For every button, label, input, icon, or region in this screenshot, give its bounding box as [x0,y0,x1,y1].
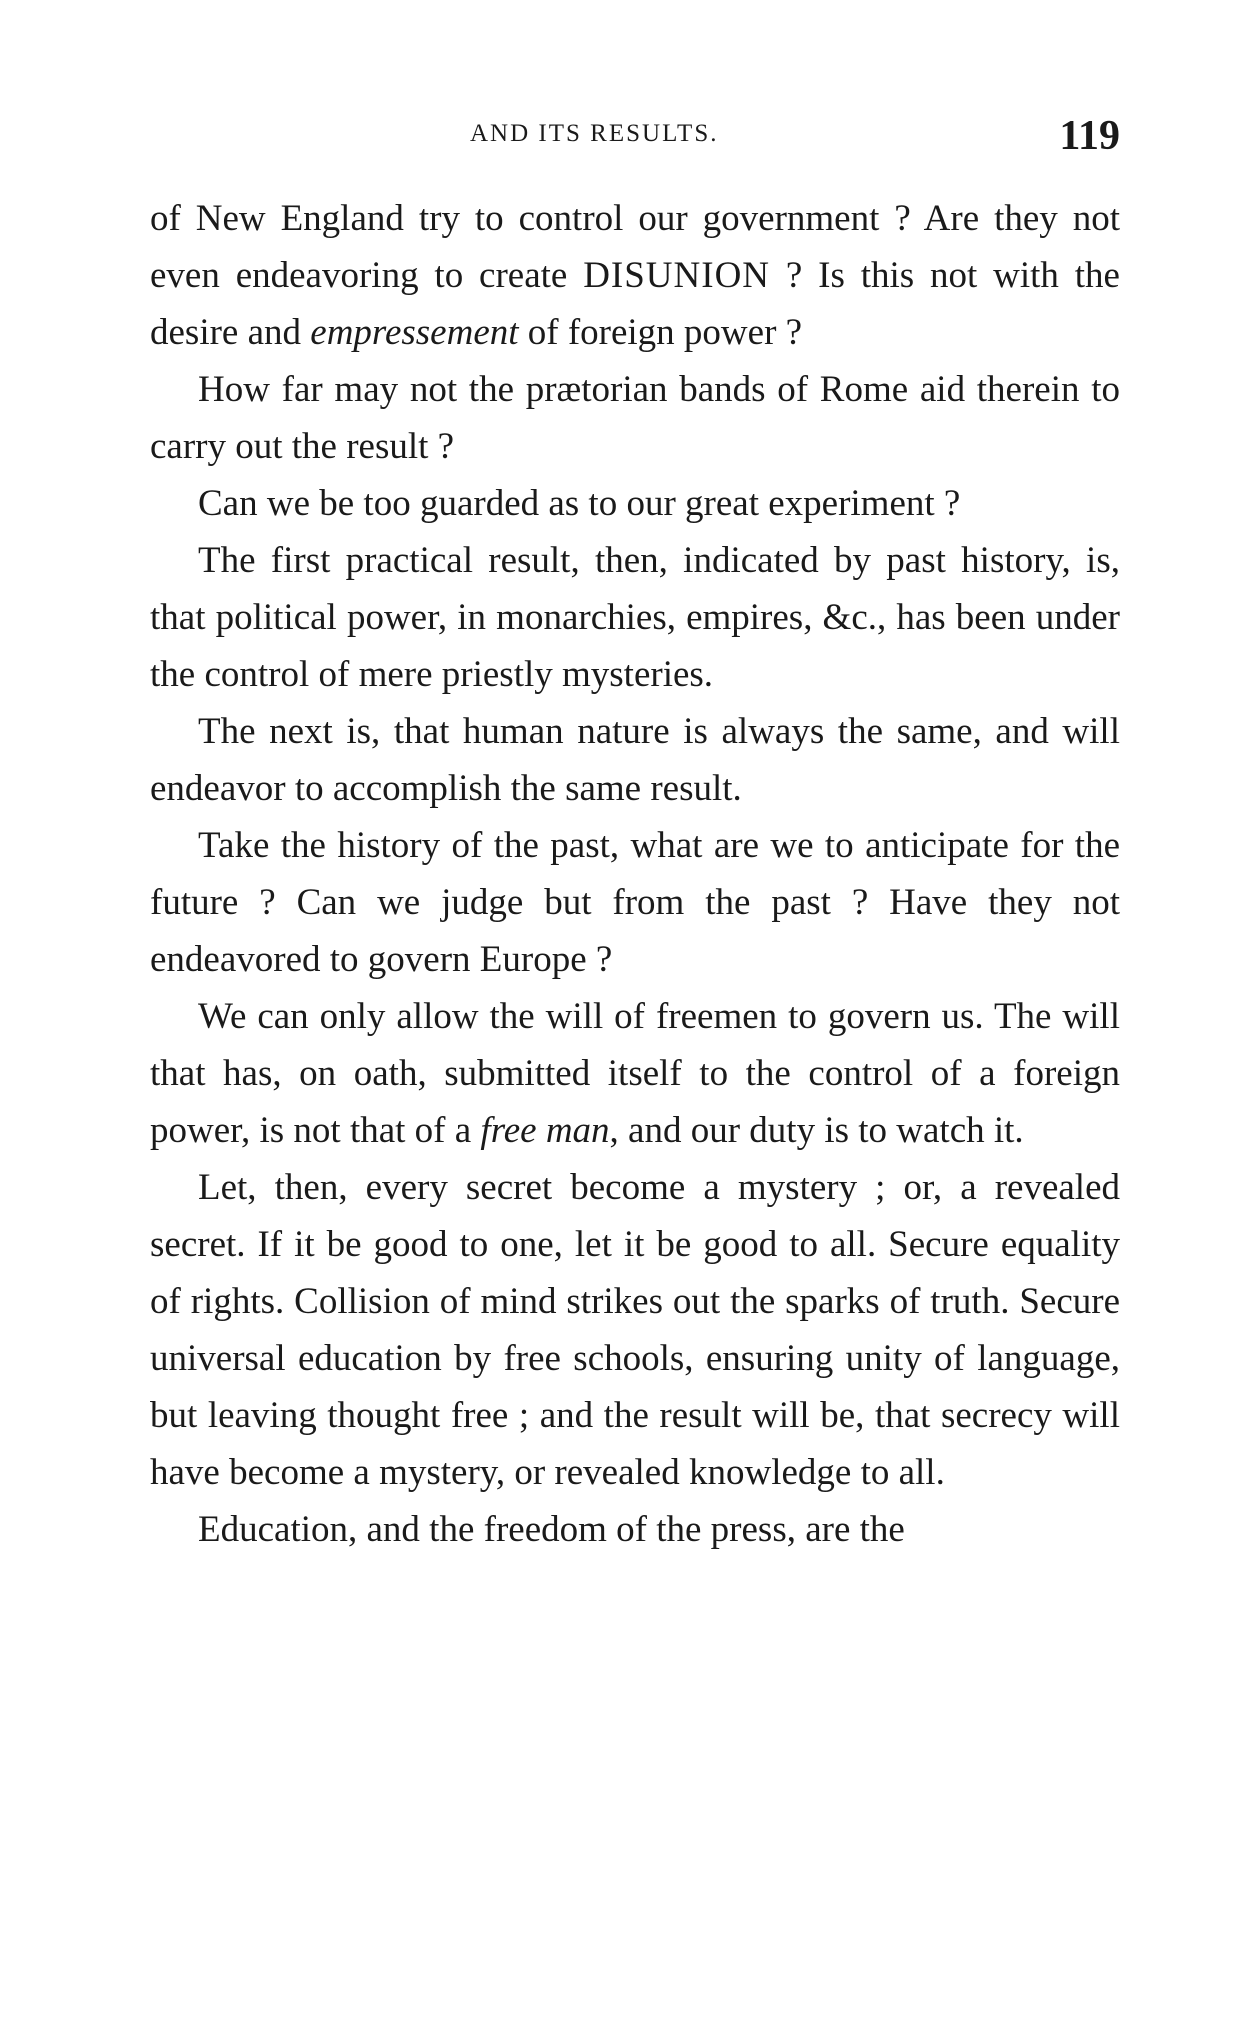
paragraph-1-part-e: of foreign power ? [518,312,803,353]
paragraph-6: Take the history of the past, what are we to anticipate for the future ? Can we judge but from the past ? Have they not endeavored to govern Europe ? [150,825,1120,980]
paragraph-2: How far may not the prætorian bands of Rome aid therein to carry out the result ? [150,369,1120,467]
paragraph-1-part-a: of New England try to control our government ? Are they not even endeavoring to create [150,198,1120,296]
page-number: 119 [1059,113,1120,159]
paragraph-1 [150,190,1120,361]
empressement-term: empressement [310,312,519,353]
paragraph-8: Let, then, every secret become a mystery ; or, a revealed secret. If it be good to one, let it be good to all. Secure equality of rights. Collision of mind strikes out the sparks of truth. Secure universal education by free schools, ensuring unity of language, but leaving thought free ; and the result will be, that secrecy will have become a mystery, or revealed knowledge to all. [150,1167,1120,1493]
paragraph-1-part-c: ? Is this not with the desire and [150,255,1120,353]
paragraph-3: Can we be too guarded as to our great experiment ? [198,483,961,524]
paragraph-7 [150,988,1120,1159]
running-head [150,112,1120,172]
running-title: AND ITS RESULTS. [470,120,719,147]
paragraph-4: The first practical result, then, indicated by past history, is, that political power, in monarchies, empires, &c., has been under the control of mere priestly mysteries. [150,540,1120,695]
disunion-term: DISUNION [583,255,771,296]
paragraph-7-part-c: , and our duty is to watch it. [609,1110,1024,1151]
paragraph-5: The next is, that human nature is always the same, and will endeavor to accomplish the same result. [150,711,1120,809]
paragraph-9: Education, and the freedom of the press, are the [198,1509,905,1550]
paragraph-7-part-a: We can only allow the will of freemen to govern us. The will that has, on oath, submitted itself to the control of a foreign power, is not that of a [150,996,1120,1151]
body-text [150,190,1120,1558]
free-man-term: free man [480,1110,610,1151]
